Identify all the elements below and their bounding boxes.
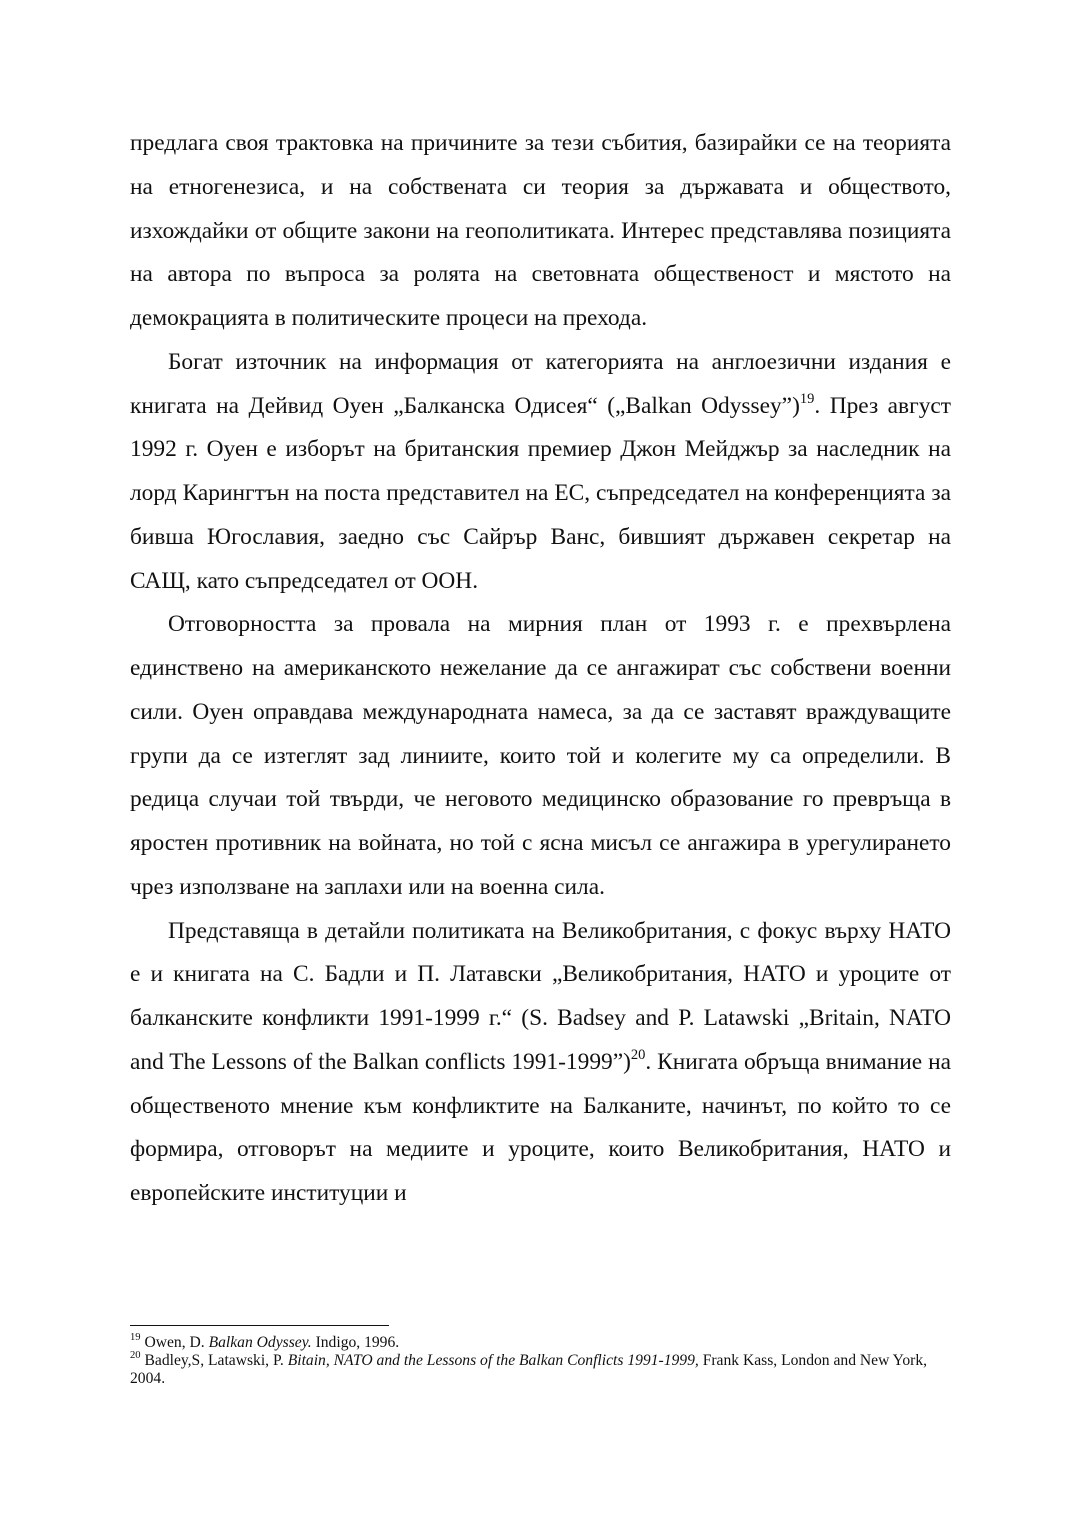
paragraph-4-text-a: Представяща в детайли политиката на Великобритания, с фокус върху НАТО е и книгата на С. Бадли и П. Латавски „Великобритания, НАТО и уроците от балканските конфликти 1991-1999 г.“ (S. Badsey and P. Latawski „Britain, NATO and The Lessons of the Balkan conflicts 1991-1999”) xyxy=(130,917,951,1075)
footnote-ref-19[interactable]: 19 xyxy=(799,390,815,407)
footnote-20-pre: Badley,S, Latawski, P. xyxy=(140,1352,288,1369)
paragraph-4 xyxy=(130,910,951,1216)
footnote-20 xyxy=(130,1352,951,1388)
paragraph-3: Отговорността за провала на мирния план от 1993 г. е прехвърлена единствено на американското нежелание да се ангажират със собствени военни сили. Оуен оправдава международната намеса, за да се заставят враждуващите групи да се изтеглят зад линиите, които той и колегите му са определили. В редица случаи той твърди, че неговото медицинско образование го превръща в яростен противник на войната, но той с ясна мисъл се ангажира в урегулирането чрез използване на заплахи или на военна сила. xyxy=(130,611,951,900)
footnote-separator xyxy=(130,1325,389,1326)
footnote-19-number: 19 xyxy=(130,1332,141,1344)
footnotes xyxy=(130,1334,951,1388)
paragraph-4-text-b: . Книгата обръща внимание на общественото мнение към конфликтите на Балканите, начинът, по който то се формира, отговорът на медиите и уроците, които Великобритания, НАТО и европейските институции и xyxy=(130,1048,951,1206)
footnote-19 xyxy=(130,1334,951,1352)
paragraph-1: предлага своя трактовка на причините за тези събития, базирайки се на теорията на етногенезиса, и на собствената си теория за държавата и обществото, изхождайки от общите закони на геополитиката. Интерес представлява позицията на автора по въпроса за ролята на световната общественост и мястото на демокрацията в политическите процеси на прехода. xyxy=(130,130,951,331)
footnote-19-post: Indigo, 1996. xyxy=(311,1334,400,1351)
footnote-20-number: 20 xyxy=(130,1350,141,1362)
paragraph-2-text-b: . През август 1992 г. Оуен е изборът на британския премиер Джон Мейджър за наследник на лорд Карингтън на поста представител на ЕС, съпредседател на конференцията за бивша Югославия, заедно със Сайрър Ванс, бившият държавен секретар на САЩ, като съпредседател от ООН. xyxy=(130,392,951,594)
footnote-19-title: Balkan Odyssey. xyxy=(208,1334,312,1351)
footnote-19-pre: Owen, D. xyxy=(140,1334,209,1351)
footnote-ref-20[interactable]: 20 xyxy=(630,1047,646,1064)
document-body xyxy=(130,122,951,1216)
paragraph-2 xyxy=(130,341,951,604)
footnote-20-title: Bitain, NATO and the Lessons of the Balkan Conflicts 1991-1999, xyxy=(287,1352,699,1369)
paragraph-2-text-a: Богат източник на информация от категорията на англоезични издания е книгата на Дейвид Оуен „Балканска Одисея“ („Balkan Odyssey”) xyxy=(130,348,951,419)
footnote-20-post: Frank Kass, London and New York, 2004. xyxy=(130,1352,928,1387)
